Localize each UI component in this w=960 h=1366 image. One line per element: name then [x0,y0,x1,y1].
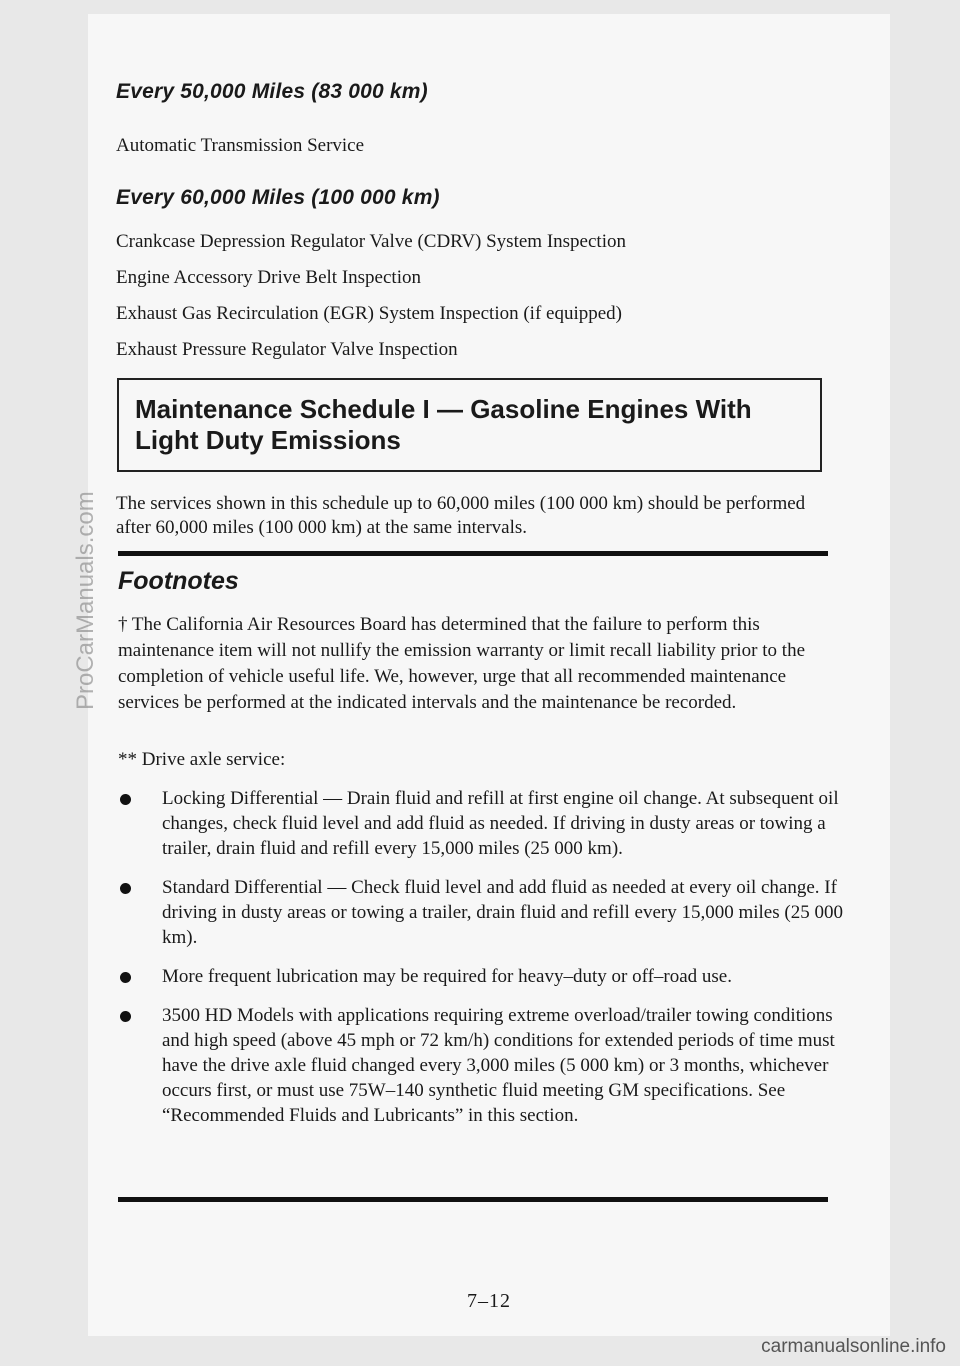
schedule-note: The services shown in this schedule up to 60,000 miles (100 000 km) should be performed after 60,000 miles (100 000 km) at the same intervals. [116,493,806,538]
section-heading-50k: Every 50,000 Miles (83 000 km) [116,80,428,103]
service-item: Crankcase Depression Regulator Valve (CDRV) System Inspection [116,231,626,252]
drive-axle-bullet-list [118,786,843,1142]
bullet-text: 3500 HD Models with applications requiring extreme overload/trailer towing conditions and high speed (above 45 mph or 72 km/h) conditions for extended periods of time must have the drive axle fluid changed every 3,000 miles (5 000 km) or 3 months, whichever occurs first, or must use 75W–140 synthetic fluid meeting GM specifications. See “Recommended Fluids and Lubricants” in this section. [162,1005,835,1126]
footnote-drive-axle: ** Drive axle service: [118,749,286,770]
bullet-icon [120,883,131,894]
service-item: Exhaust Gas Recirculation (EGR) System Inspection (if equipped) [116,303,623,324]
divider-top [118,551,828,556]
bullet-text: More frequent lubrication may be required for heavy–duty or off–road use. [162,966,732,987]
bullet-icon [120,794,131,805]
service-item: Exhaust Pressure Regulator Valve Inspection [116,339,458,360]
list-item [118,1003,843,1128]
service-item: Automatic Transmission Service [116,135,365,156]
bullet-text: Standard Differential — Check fluid level and add fluid as needed at every oil change. If driving in dusty areas or towing a trailer, drain fluid and refill every 15,000 miles (25 000 km). [162,877,843,948]
divider-bottom [118,1197,828,1202]
schedule-title-line2: Light Duty Emissions [135,425,401,455]
section-heading-60k: Every 60,000 Miles (100 000 km) [116,186,440,209]
bullet-icon [120,972,131,983]
service-item: Engine Accessory Drive Belt Inspection [116,267,421,288]
list-item [118,964,843,989]
footnote-dagger: † The California Air Resources Board has determined that the failure to perform this maintenance item will not nullify the emission warranty or limit recall liability prior to the completion of vehicle useful life. We, however, urge that all recommended maintenance services be performed at the indicated intervals and the maintenance be recorded. [118,614,805,713]
list-item [118,786,843,861]
bottom-watermark: carmanualsonline.info [761,1336,946,1357]
side-watermark: ProCarManuals.com [72,491,99,710]
schedule-title-box [117,378,822,472]
manual-page [88,14,890,1336]
list-item [118,875,843,950]
page-number: 7–12 [467,1290,511,1312]
bullet-text: Locking Differential — Drain fluid and refill at first engine oil change. At subsequent oil changes, check fluid level and add fluid as needed. If driving in dusty areas or towing a trailer, drain fluid and refill every 15,000 miles (25 000 km). [162,788,839,859]
footnotes-heading: Footnotes [118,567,239,595]
schedule-title-line1: Maintenance Schedule I — Gasoline Engines With [135,394,752,424]
bullet-icon [120,1011,131,1022]
